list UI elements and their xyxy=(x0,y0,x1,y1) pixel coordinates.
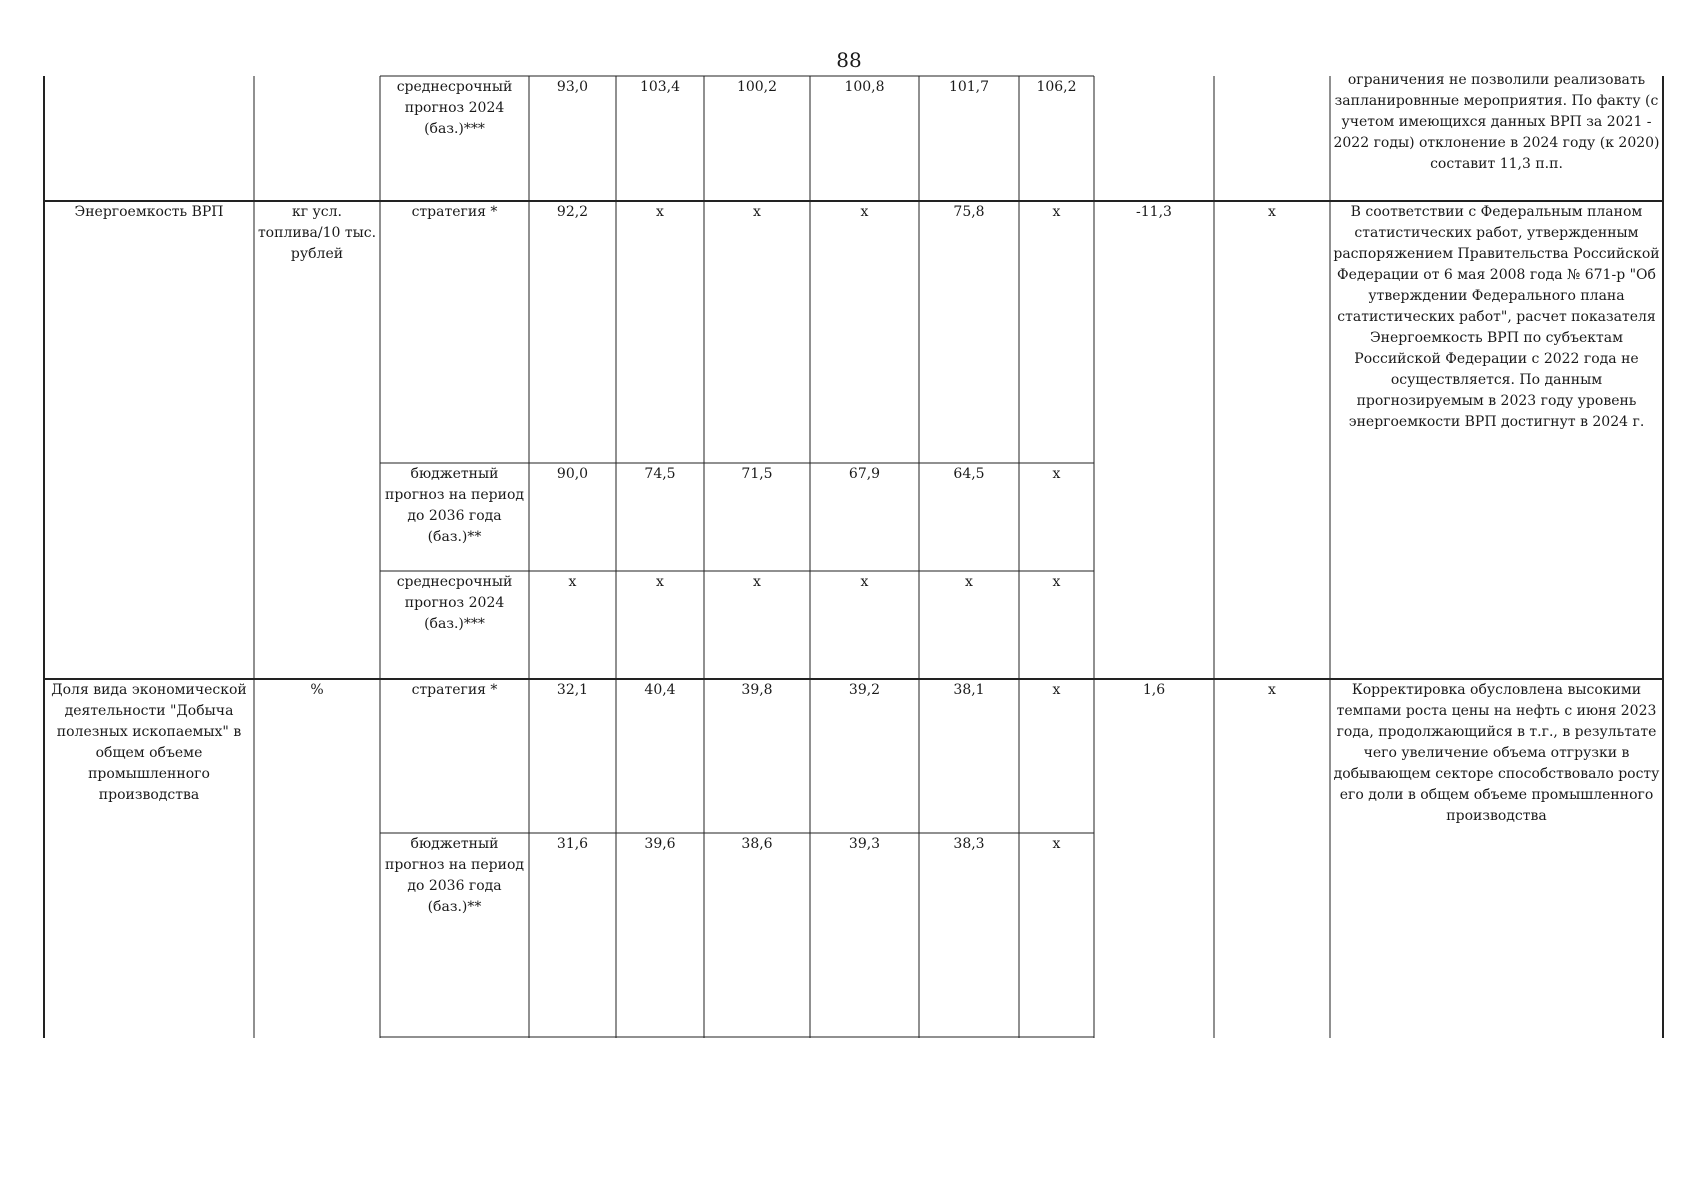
forecast-name: бюджетный прогноз на период до 2036 года (баз.)** xyxy=(385,836,524,915)
forecast-name: стратегия * xyxy=(411,682,498,698)
value-cell: 93,0 xyxy=(556,79,589,95)
deviation-cell: -11,3 xyxy=(1136,204,1172,220)
value-cell: x xyxy=(1052,466,1061,482)
forecast-name: бюджетный прогноз на период до 2036 года (баз.)** xyxy=(385,466,524,545)
value-cell: 64,5 xyxy=(953,466,985,482)
value-cell: 90,0 xyxy=(556,466,589,482)
value-cell: 38,3 xyxy=(953,836,985,852)
indicator-name: Доля вида экономической деятельности "Добыча полезных ископаемых" в общем объеме промышленного производства xyxy=(51,682,247,803)
value-cell: 39,2 xyxy=(848,682,881,698)
value-cell: 32,1 xyxy=(556,682,589,698)
value-cell: 39,6 xyxy=(644,836,676,852)
value-cell: x xyxy=(568,574,577,590)
value-cell: 38,1 xyxy=(953,682,985,698)
comment-cell: В соответствии с Федеральным планом статистических работ, утвержденным распоряжением Правительства Российской Федерации от 6 мая 2008 года № 671-р "Об утверждении Федерального плана статистических работ", расчет показателя Энергоемкость ВРП по субъектам Российской Федерации с 2022 года не осуществляется. По данным прогнозируемым в 2023 году уровень энергоемкости ВРП достигнут в 2024 г. xyxy=(1333,204,1660,430)
value-cell: x xyxy=(656,574,664,590)
value-cell: 74,5 xyxy=(644,466,676,482)
page-number: 88 xyxy=(836,48,862,72)
forecast-name: среднесрочный прогноз 2024 (баз.)*** xyxy=(396,79,513,137)
value-cell: 75,8 xyxy=(953,204,985,220)
value-cell: 92,2 xyxy=(556,204,589,220)
value-cell: 106,2 xyxy=(1036,79,1077,95)
unit-cell: кг усл. топлива/10 тыс. рублей xyxy=(257,204,377,262)
value-cell: x xyxy=(753,574,761,590)
extra-cell: x xyxy=(1268,682,1276,698)
comment-cell: Корректировка обусловлена высокими темпами роста цены на нефть с июня 2023 года, продолжающийся в т.г., в результате чего увеличение объема отгрузки в добывающем секторе способствовало росту его доли в общем объеме промышленного производства xyxy=(1333,682,1660,824)
value-cell: 103,4 xyxy=(639,79,681,95)
value-cell: 100,8 xyxy=(844,79,885,95)
forecast-name: стратегия * xyxy=(411,204,498,220)
value-cell: x xyxy=(753,204,761,220)
deviation-cell: 1,6 xyxy=(1142,682,1166,698)
value-cell: 39,8 xyxy=(741,682,773,698)
value-cell: x xyxy=(1052,836,1061,852)
indicator-name: Энергоемкость ВРП xyxy=(74,204,224,220)
value-cell: x xyxy=(1052,574,1061,590)
value-cell: x xyxy=(860,574,869,590)
value-cell: x xyxy=(860,204,869,220)
value-cell: 40,4 xyxy=(644,682,676,698)
value-cell: 67,9 xyxy=(848,466,881,482)
comment-cell: ограничения не позволили реализовать запланировнные мероприятия. По факту (с учетом имеющихся данных ВРП за 2021 - 2022 годы) отклонение в 2024 году (к 2020) составит 11,3 п.п. xyxy=(1333,72,1660,172)
value-cell: 31,6 xyxy=(556,836,589,852)
value-cell: 39,3 xyxy=(848,836,881,852)
value-cell: 71,5 xyxy=(741,466,773,482)
forecast-name: среднесрочный прогноз 2024 (баз.)*** xyxy=(396,574,513,632)
value-cell: 100,2 xyxy=(736,79,778,95)
value-cell: 38,6 xyxy=(741,836,773,852)
value-cell: x xyxy=(965,574,973,590)
value-cell: x xyxy=(1052,204,1061,220)
extra-cell: x xyxy=(1268,204,1276,220)
unit-cell: % xyxy=(310,682,324,698)
value-cell: x xyxy=(656,204,664,220)
value-cell: 101,7 xyxy=(948,79,990,95)
value-cell: x xyxy=(1052,682,1061,698)
